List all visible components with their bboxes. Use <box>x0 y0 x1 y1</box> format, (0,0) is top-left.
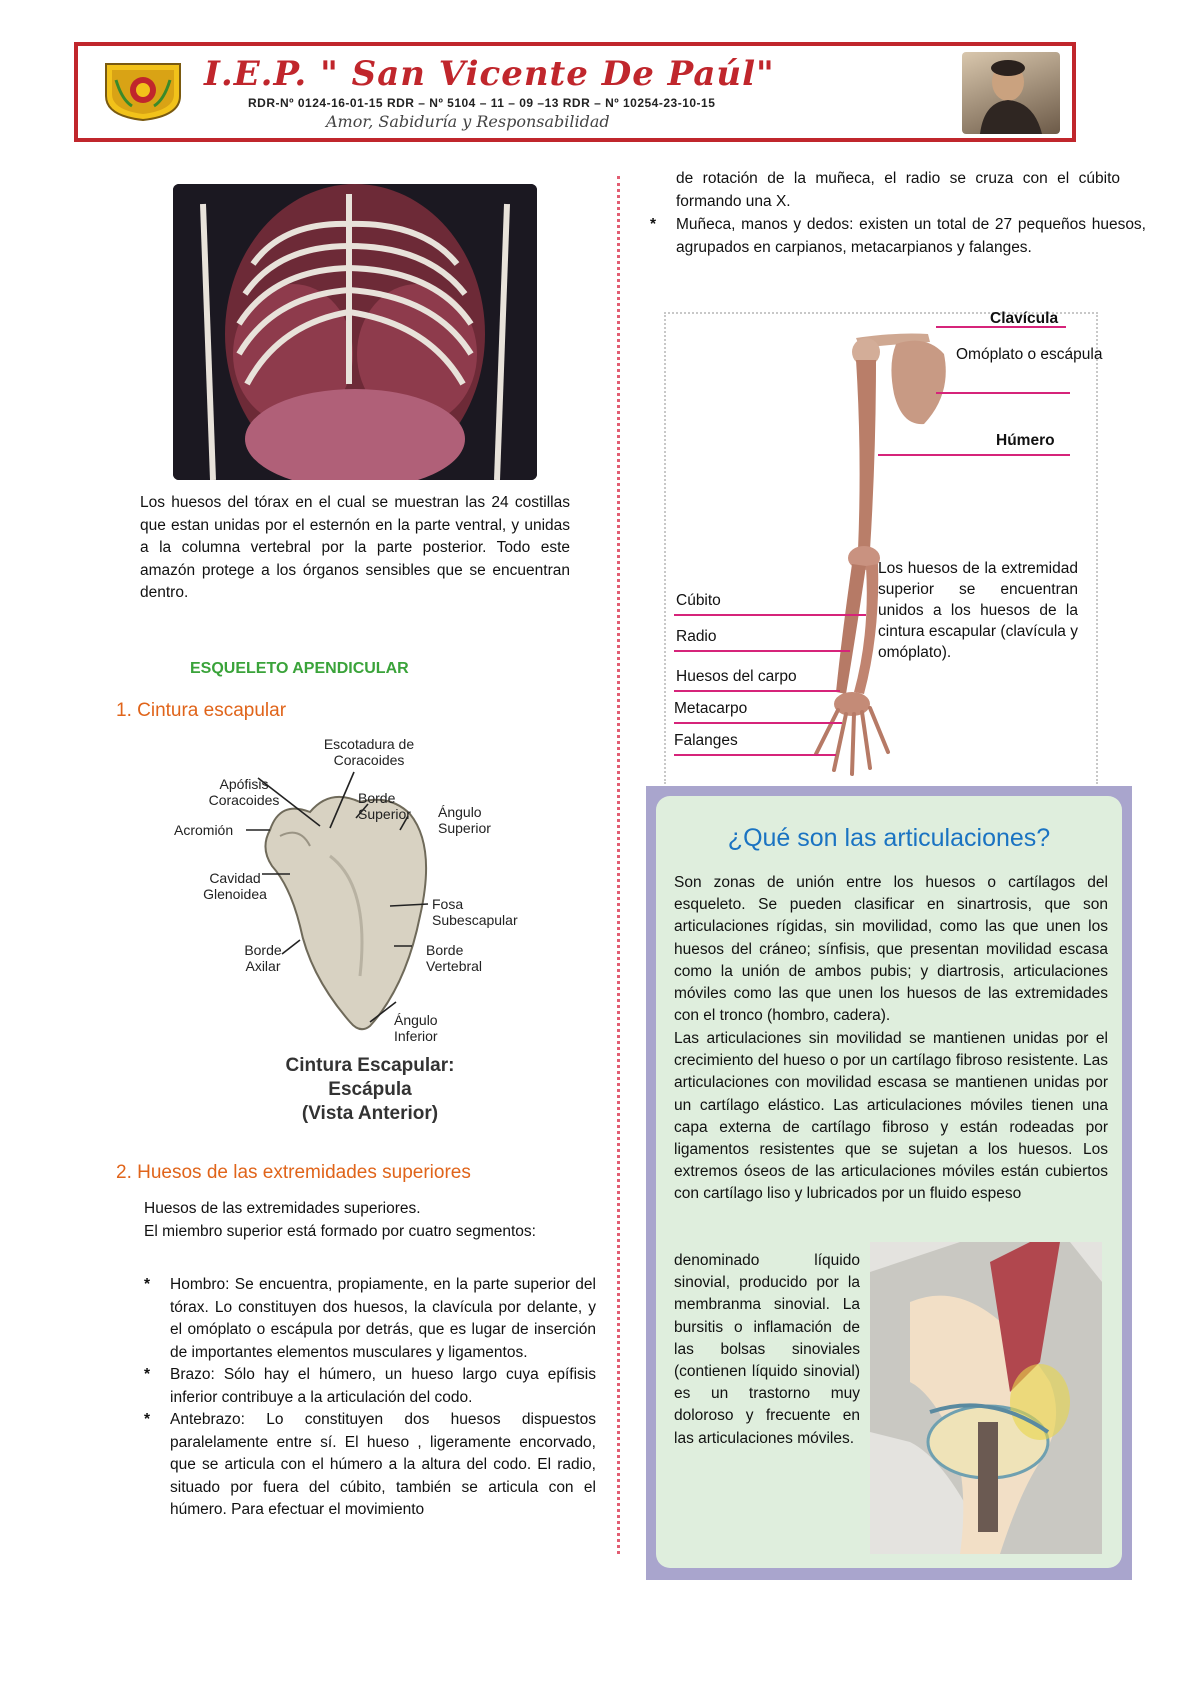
scapula-caption-line-3: (Vista Anterior) <box>301 1103 439 1124</box>
bullet-hombro-text: Hombro: Se encuentra, propiamente, en la parte superior del tórax. Lo constituyen dos huesos, la clavícula por delante, y el omóplato o escápula por detrás, que es lugar de inserción de importantes elementos musculares y ligamentos. <box>170 1276 596 1361</box>
bullet-muneca <box>650 214 1146 259</box>
bullet-antebrazo-text: Antebrazo: Lo constituyen dos huesos dispuestos paralelamente entre sí. El hueso , ligeramente encorvado, que se articula con el húmero a la altura del codo. El radio, situado por fuera del cúbito, también se articula con el húmero. Para efectuar el movimiento <box>170 1411 596 1518</box>
bullet-brazo-text: Brazo: Sólo hay el húmero, un hueso largo cuya epífisis inferior contribuye a la articulación del codo. <box>170 1366 596 1406</box>
school-motto: Amor, Sabiduría y Responsabilidad <box>326 112 610 131</box>
upper-limb-bullet-list <box>144 1274 596 1522</box>
upper-limb-diagram <box>664 310 1103 784</box>
scapula-caption <box>220 1054 520 1126</box>
bullet-mark: * <box>144 1276 151 1293</box>
label-angulo-superior: Ángulo Superior <box>438 804 491 836</box>
label-clavicula: Clavícula <box>990 310 1059 327</box>
knee-joint-illustration <box>870 1242 1102 1554</box>
label-borde-vertebral: Borde Vertebral <box>426 942 483 974</box>
school-crest-logo <box>102 60 184 122</box>
label-metacarpo: Metacarpo <box>674 700 748 717</box>
label-cavidad-glenoidea: Cavidad Glenoidea <box>203 870 267 902</box>
label-borde-superior: Borde Superior <box>358 790 411 822</box>
articulations-title: ¿Qué son las articulaciones? <box>727 824 1051 852</box>
pointer-humero <box>878 454 1070 456</box>
scapula-caption-line-1: Cintura Escapular: <box>285 1055 455 1076</box>
articulations-paragraph-3: denominado líquido sinovial, producido por la membranma sinovial. La bursitis o inflamación de las bolsas sinoviales (contienen líquido sinovial) es un trastorno muy doloroso y frecuente en las articulaciones móviles. <box>674 1252 860 1447</box>
school-registration: RDR-Nº 0124-16-01-15 RDR – Nº 5104 – 11 – 09 –13 RDR – Nº 10254-23-10-15 <box>248 96 716 110</box>
label-acromion: Acromión <box>174 822 234 838</box>
bullet-muneca-text: Muñeca, manos y dedos: existen un total de 27 pequeños huesos, agrupados en carpianos, metacarpianos y falanges. <box>676 216 1146 256</box>
bullet-hombro <box>144 1274 596 1364</box>
heading-cintura-escapular: 1. Cintura escapular <box>116 700 287 721</box>
upper-limb-description: Los huesos de la extremidad superior se encuentran unidos a los huesos de la cintura escapular (clavícula y omóplato). <box>878 560 1078 661</box>
heading-extremidades-superiores: 2. Huesos de las extremidades superiores <box>116 1162 471 1183</box>
label-cubito: Cúbito <box>676 592 721 609</box>
intro-line-1: Huesos de las extremidades superiores. <box>144 1200 421 1217</box>
antebrazo-continuation: de rotación de la muñeca, el radio se cruza con el cúbito formando una X. <box>676 170 1120 210</box>
school-name: I.E.P. " San Vicente De Paúl" <box>204 54 775 94</box>
label-carpo: Huesos del carpo <box>676 668 797 685</box>
articulations-paragraph-2: Las articulaciones sin movilidad se mantienen unidas por el crecimiento del hueso o por un cartílago fibroso resistente. Las articulaciones con movilidad escasa se mantienen unidas por un cartílago elástico. Las articulaciones móviles tienen una capa externa de cartílago fibroso y están rodeadas por ligamentos resistentes que se sujetan a los huesos. Los extremos óseos de las articulaciones móviles están cubiertos con cartílago liso y lubricados por un fluido espeso <box>674 1030 1108 1203</box>
intro-line-2: El miembro superior está formado por cuatro segmentos: <box>144 1223 536 1240</box>
pointer-omoplato <box>936 392 1070 394</box>
bullet-mark: * <box>144 1366 151 1383</box>
label-humero: Húmero <box>996 432 1055 449</box>
pointer-carpo <box>674 690 840 692</box>
label-omoplato: Omóplato o escápula <box>956 346 1103 363</box>
scapula-caption-line-2: Escápula <box>328 1079 412 1100</box>
label-radio: Radio <box>676 628 717 645</box>
articulations-panel <box>656 796 1122 1568</box>
thorax-image <box>173 184 537 480</box>
bullet-mark: * <box>650 216 657 233</box>
column-divider <box>617 176 620 1554</box>
articulations-paragraph-1: Son zonas de unión entre los huesos o cartílagos del esqueleto. Se pueden clasificar en sinartrosis, que son articulaciones rígidas, sin movilidad, como las que unen los huesos del cráneo; sínfisis, que presentan movilidad escasa como la unión de ambos pubis; y diartrosis, articulaciones móviles como las que unen los huesos de las extremidades con el tronco (hombro, cadera). <box>674 874 1108 1025</box>
pointer-cubito <box>674 614 866 616</box>
pointer-radio <box>674 650 850 652</box>
school-header <box>74 42 1076 142</box>
bullet-antebrazo <box>144 1409 596 1522</box>
scapula-diagram <box>160 736 560 1136</box>
articulations-box <box>646 786 1132 1580</box>
label-escotadura: Escotadura de Coracoides <box>323 736 415 768</box>
label-fosa-subescapular: Fosa Subescapular <box>432 896 518 928</box>
thorax-caption: Los huesos del tórax en el cual se muestran las 24 costillas que estan unidas por el esternón en la parte ventral, y unidas a la columna vertebral por la parte posterior. Todo este amazón protege a los órganos sensibles que se encuentran dentro. <box>140 494 570 601</box>
label-borde-axilar: Borde Axilar <box>244 942 282 974</box>
pointer-falanges <box>674 754 836 756</box>
section-title: ESQUELETO APENDICULAR <box>190 660 409 677</box>
label-apofisis: Apófisis Coracoides <box>208 776 280 808</box>
label-angulo-inferior: Ángulo Inferior <box>394 1012 438 1044</box>
label-falanges: Falanges <box>674 732 738 749</box>
bullet-mark: * <box>144 1411 151 1428</box>
pointer-metacarpo <box>674 722 842 724</box>
bullet-brazo <box>144 1364 596 1409</box>
saint-portrait-image <box>962 52 1060 134</box>
